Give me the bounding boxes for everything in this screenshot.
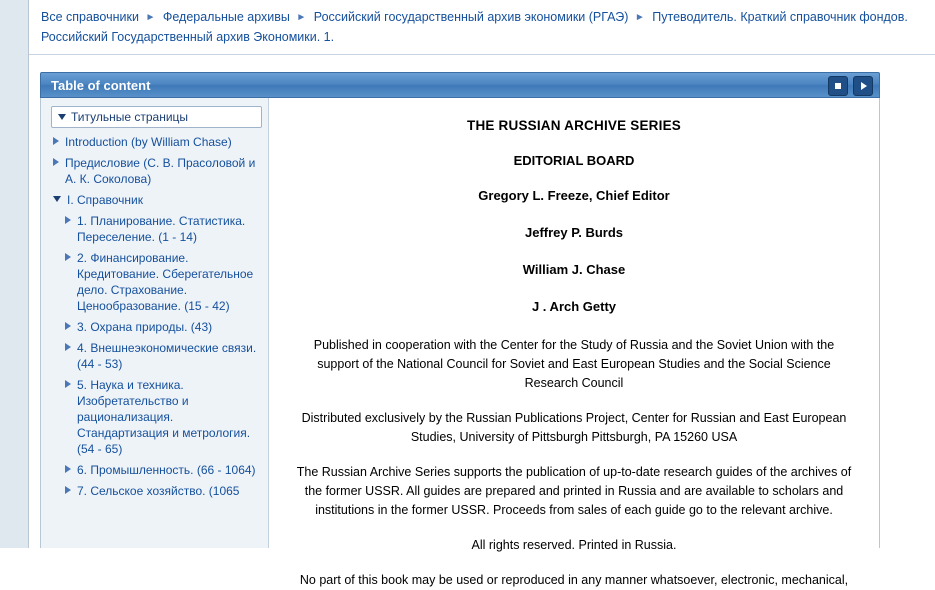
- toc-header-title: Table of content: [51, 77, 151, 93]
- toc-item-5[interactable]: [51, 377, 262, 457]
- breadcrumb: [29, 0, 935, 53]
- document-viewer: [269, 98, 879, 587]
- breadcrumb-item-3[interactable]: Путеводитель. Краткий справочник фондов. Российский Государственный архив Экономики. 1.: [41, 10, 908, 44]
- chevron-right-icon: [53, 158, 59, 166]
- toc-item-label: 4. Внешнеэкономические связи. (44 - 53): [77, 341, 257, 371]
- toc-header-controls: [828, 76, 873, 96]
- table-of-content-header: [40, 72, 880, 98]
- toc-item-label: 2. Финансирование. Кредитование. Сберегательное дело. Страхование. Ценообразование. (15 - 42): [77, 251, 254, 313]
- toc-item-introduction[interactable]: [51, 134, 262, 150]
- toc-root-label: Титульные страницы: [71, 110, 189, 124]
- toc-item-1[interactable]: [51, 213, 262, 245]
- chevron-right-icon: [65, 253, 71, 261]
- document-title: THE RUSSIAN ARCHIVE SERIES: [467, 118, 681, 133]
- toc-item-preface[interactable]: [51, 155, 262, 187]
- toc-item-label: 7. Сельское хозяйство. (1065: [77, 484, 240, 498]
- chevron-right-icon: [65, 343, 71, 351]
- toc-item-label: 5. Наука и техника. Изобретательство и рационализация. Стандартизация и метрология. (54 - 65): [77, 378, 251, 456]
- toc-item-spravochnik[interactable]: [51, 192, 262, 208]
- toc-item-label: Introduction (by William Chase): [65, 135, 232, 149]
- chevron-right-icon: [53, 137, 59, 145]
- chevron-right-icon: [65, 322, 71, 330]
- toc-item-6[interactable]: [51, 462, 262, 478]
- toc-item-label: 1. Планирование. Статистика. Переселение. (1 - 14): [77, 214, 246, 244]
- document-paragraph-0: Published in cooperation with the Center for the Study of Russia and the Soviet Union with the support of the National Council for Soviet and East European Studies and the Social Science Research Council: [313, 338, 835, 390]
- toc-item-label: 6. Промышленность. (66 - 1064): [77, 463, 256, 477]
- chevron-down-icon: [53, 196, 61, 202]
- toc-item-4[interactable]: [51, 340, 262, 372]
- editor-name-1: Jeffrey P. Burds: [524, 225, 624, 240]
- chevron-right-icon: [65, 380, 71, 388]
- chevron-right-icon: ►: [145, 12, 156, 23]
- chevron-right-icon: [65, 465, 71, 473]
- toc-item-label: 3. Охрана природы. (43): [77, 320, 213, 334]
- play-icon[interactable]: [853, 76, 873, 96]
- breadcrumb-divider: [29, 54, 935, 55]
- document-subtitle: EDITORIAL BOARD: [513, 153, 635, 168]
- toc-item-2[interactable]: [51, 250, 262, 314]
- chevron-right-icon: [65, 216, 71, 224]
- document-paragraph-4: No part of this book may be used or reproduced in any manner whatsoever, electronic, mechanical,: [299, 573, 849, 587]
- editor-name-2: William J. Chase: [522, 262, 626, 277]
- toc-item-7[interactable]: [51, 483, 262, 499]
- chevron-right-icon: [65, 486, 71, 494]
- document-paragraph-1: Distributed exclusively by the Russian Publications Project, Center for Russian and East European Studies, University of Pittsburgh Pittsburgh, PA 15260 USA: [301, 411, 847, 444]
- editor-name-3: J . Arch Getty: [531, 299, 617, 314]
- content-frame: [40, 98, 880, 587]
- editor-name-0: Gregory L. Freeze, Chief Editor: [478, 188, 670, 203]
- breadcrumb-item-2[interactable]: Российский государственный архив экономики (РГАЭ): [313, 10, 629, 24]
- chevron-down-icon: [58, 114, 66, 120]
- document-paragraph-3: All rights reserved. Printed in Russia.: [471, 538, 677, 552]
- toc-sidebar: [41, 98, 269, 548]
- toc-item-3[interactable]: [51, 319, 262, 335]
- toc-item-label: I. Справочник: [67, 193, 143, 207]
- breadcrumb-item-0[interactable]: Все справочники: [41, 10, 139, 24]
- left-gutter: [0, 0, 29, 548]
- document-paragraph-2: The Russian Archive Series supports the publication of up-to-date research guides of the archives of the former USSR. All guides are prepared and printed in Russia and are available to scholars and institutions in the former USSR. Proceeds from sales of each guide go to the relevant archive.: [296, 465, 852, 517]
- chevron-right-icon: ►: [634, 12, 645, 23]
- chevron-right-icon: ►: [296, 12, 307, 23]
- toc-root-node[interactable]: [51, 106, 262, 128]
- breadcrumb-item-1[interactable]: Федеральные архивы: [162, 10, 290, 24]
- toc-item-label: Предисловие (С. В. Прасоловой и А. К. Соколова): [65, 156, 256, 186]
- stop-icon[interactable]: [828, 76, 848, 96]
